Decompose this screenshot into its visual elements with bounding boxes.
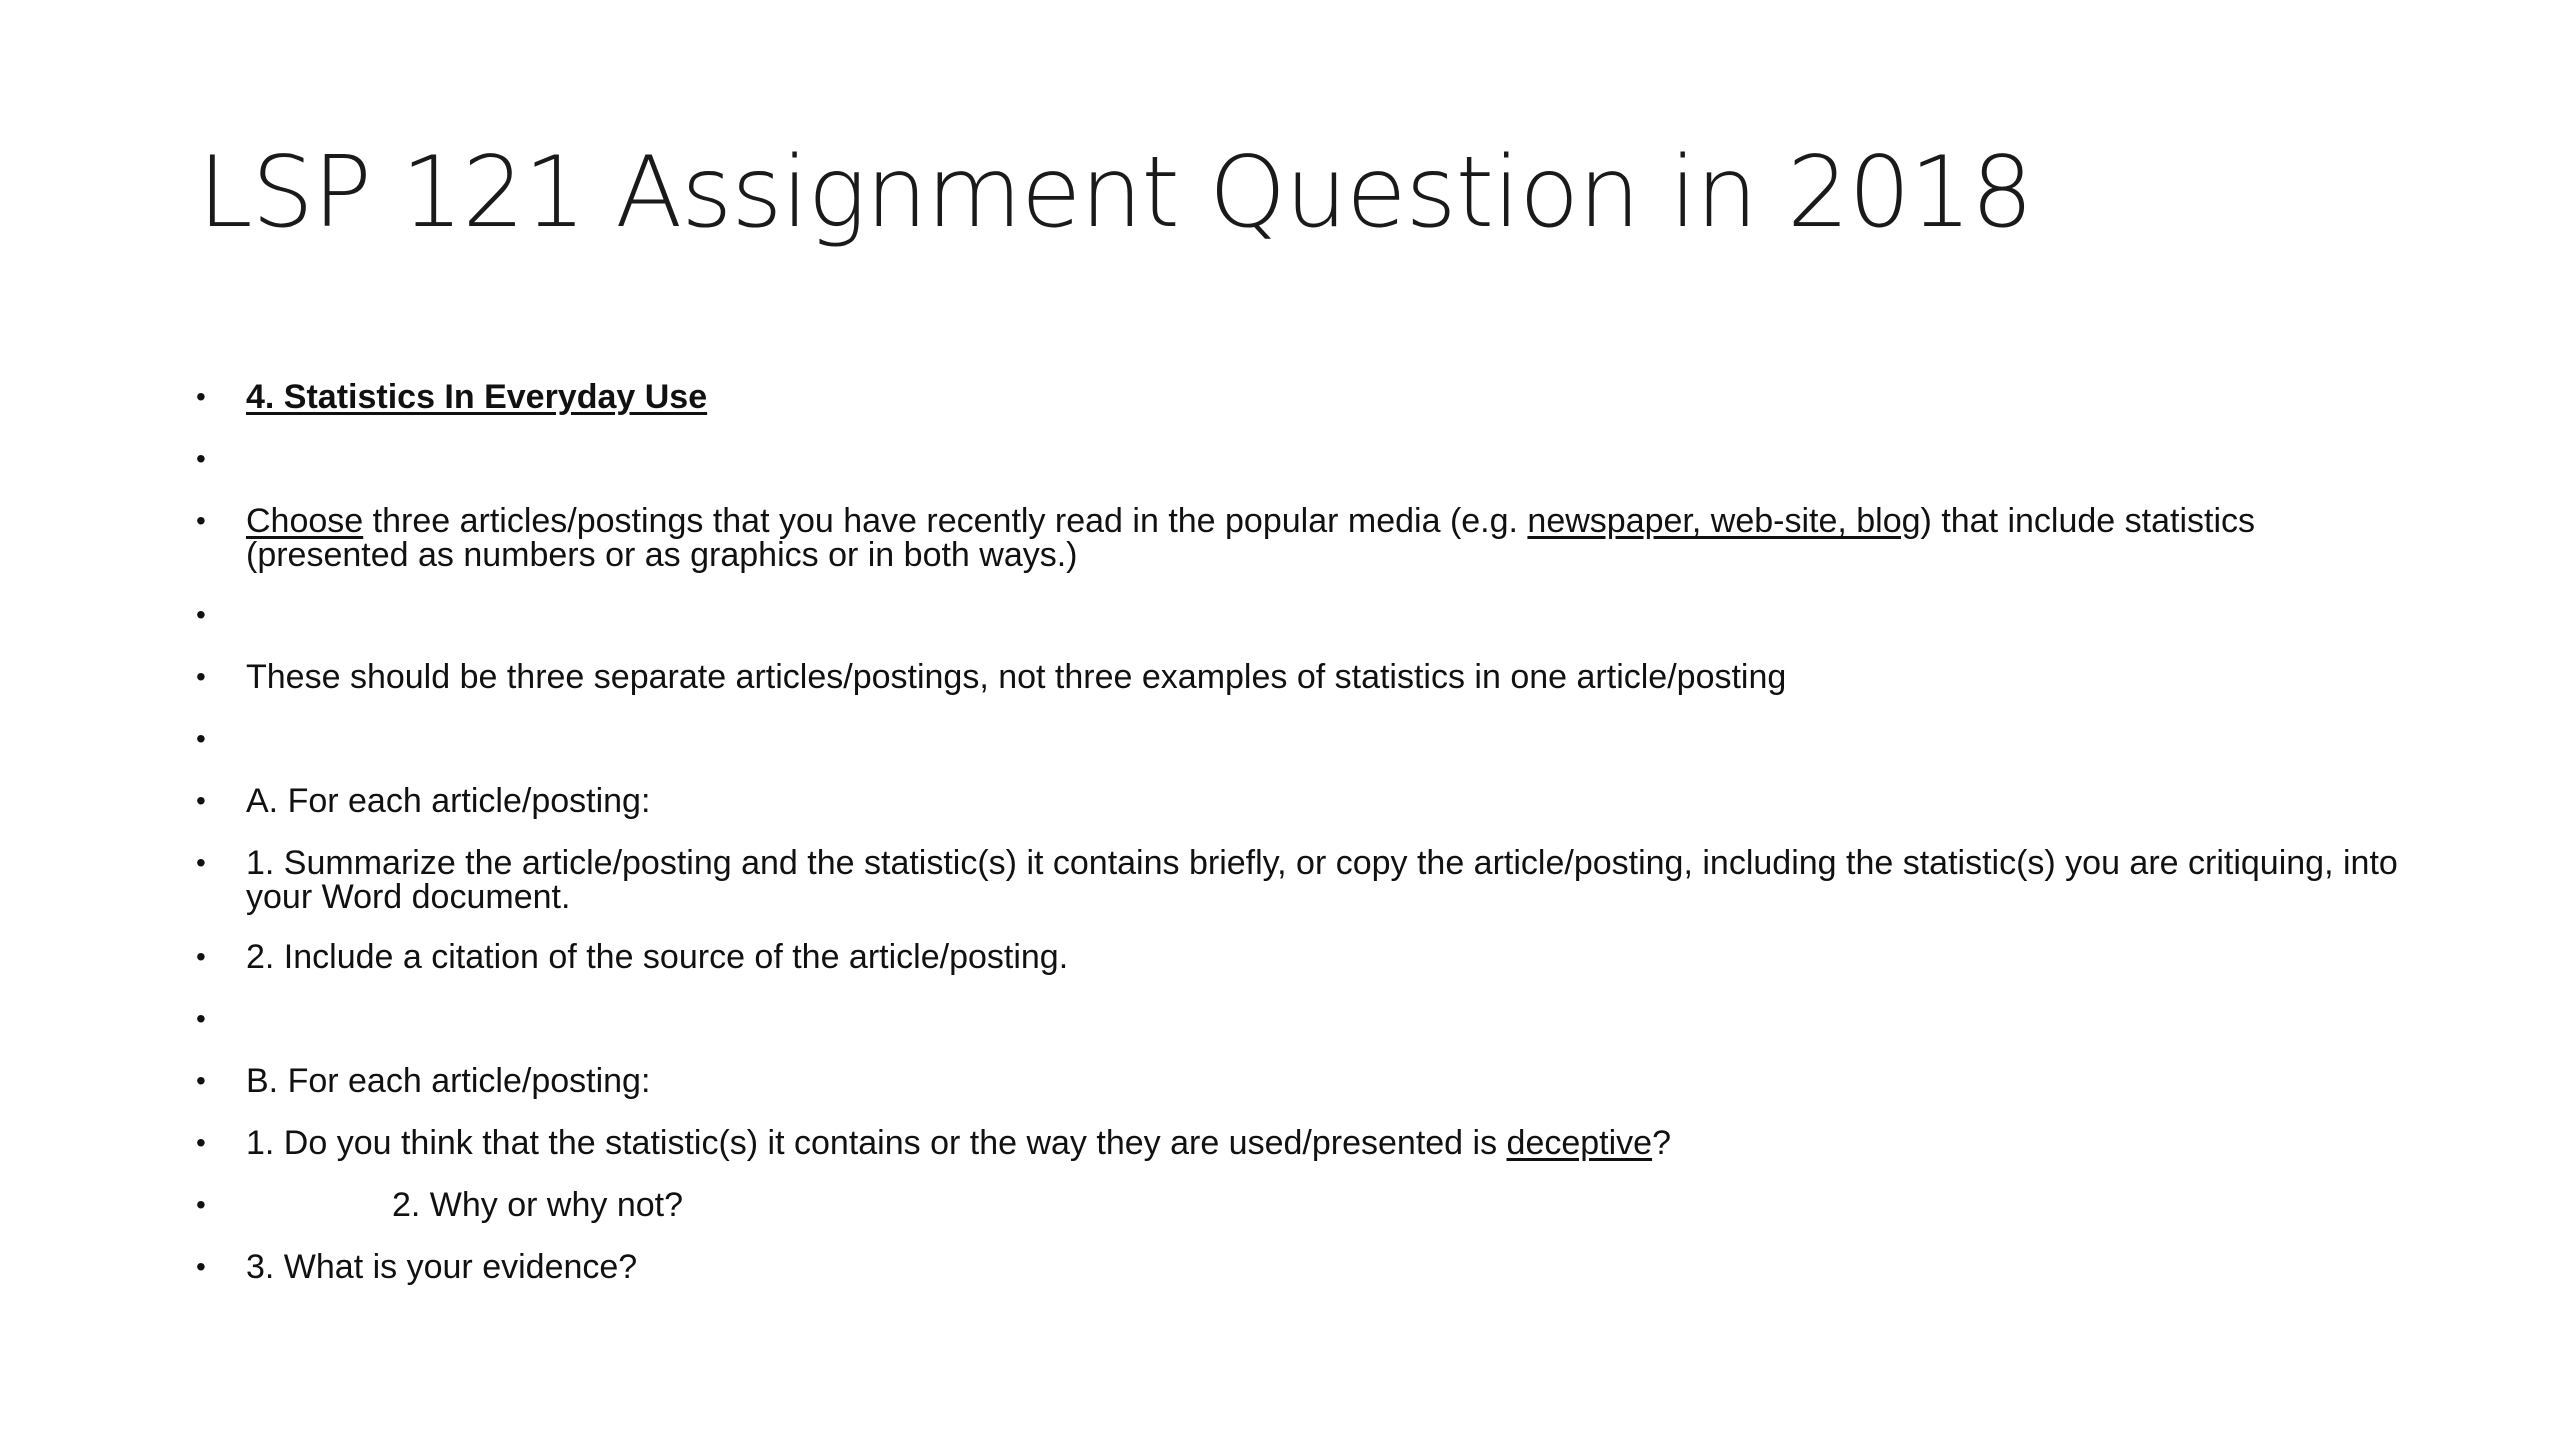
bullet-heading (190, 380, 2410, 414)
bullet-b2 (190, 1188, 2410, 1222)
bullet-part-b (190, 1064, 2410, 1098)
bullet-empty (190, 722, 2410, 756)
bullet-separate (190, 660, 2410, 694)
bullet-dot: • (196, 1127, 206, 1158)
bullet-dot: • (196, 443, 206, 474)
choose-text-a: three articles/postings that you have recently read in the popular media (e.g. (363, 502, 1528, 540)
bullet-dot: • (196, 1065, 206, 1096)
section-heading: 4. Statistics In Everyday Use (246, 378, 708, 416)
bullet-dot: • (196, 723, 206, 754)
bullet-dot: • (196, 1003, 206, 1034)
bullet-empty (190, 598, 2410, 632)
deceptive-word: deceptive (1506, 1124, 1653, 1162)
bullet-part-a (190, 784, 2410, 818)
bullet-b1 (190, 1126, 2410, 1160)
choose-word: Choose (246, 502, 364, 540)
bullet-a1 (190, 846, 2410, 914)
bullet-dot: • (196, 661, 206, 692)
b2-text: 2. Why or why not? (392, 1186, 684, 1224)
bullet-dot: • (196, 1251, 206, 1282)
a1-text: 1. Summarize the article/posting and the statistic(s) it contains briefly, or copy the article/posting, including the statistic(s) you are critiquing, into your Word document. (246, 844, 2398, 916)
bullet-dot: • (196, 381, 206, 412)
bullet-dot: • (196, 847, 206, 878)
bullet-dot: • (196, 599, 206, 630)
bullet-list (190, 380, 2410, 1312)
bullet-dot: • (196, 785, 206, 816)
bullet-b3 (190, 1250, 2410, 1284)
b3-text: 3. What is your evidence? (246, 1248, 638, 1286)
bullet-a2 (190, 940, 2410, 974)
slide-title: LSP 121 Assignment Question in 2018 (198, 136, 2033, 250)
b1-end: ? (1652, 1124, 1671, 1162)
part-b-text: B. For each article/posting: (246, 1062, 651, 1100)
bullet-dot: • (196, 505, 206, 536)
part-a-text: A. For each article/posting: (246, 782, 651, 820)
bullet-empty (190, 1002, 2410, 1036)
bullet-empty (190, 442, 2410, 476)
bullet-dot: • (196, 1189, 206, 1220)
choose-text-b: ) that include statistics (presented as numbers or as graphics or in both ways.) (246, 502, 2256, 574)
a2-text: 2. Include a citation of the source of the article/posting. (246, 938, 1069, 976)
media-examples: newspaper, web-site, blog (1527, 502, 1921, 540)
separate-text: These should be three separate articles/postings, not three examples of statistics in one article/posting (246, 658, 1787, 696)
bullet-choose (190, 504, 2410, 572)
bullet-dot: • (196, 941, 206, 972)
b1-text: 1. Do you think that the statistic(s) it contains or the way they are used/presented is (246, 1124, 1507, 1162)
